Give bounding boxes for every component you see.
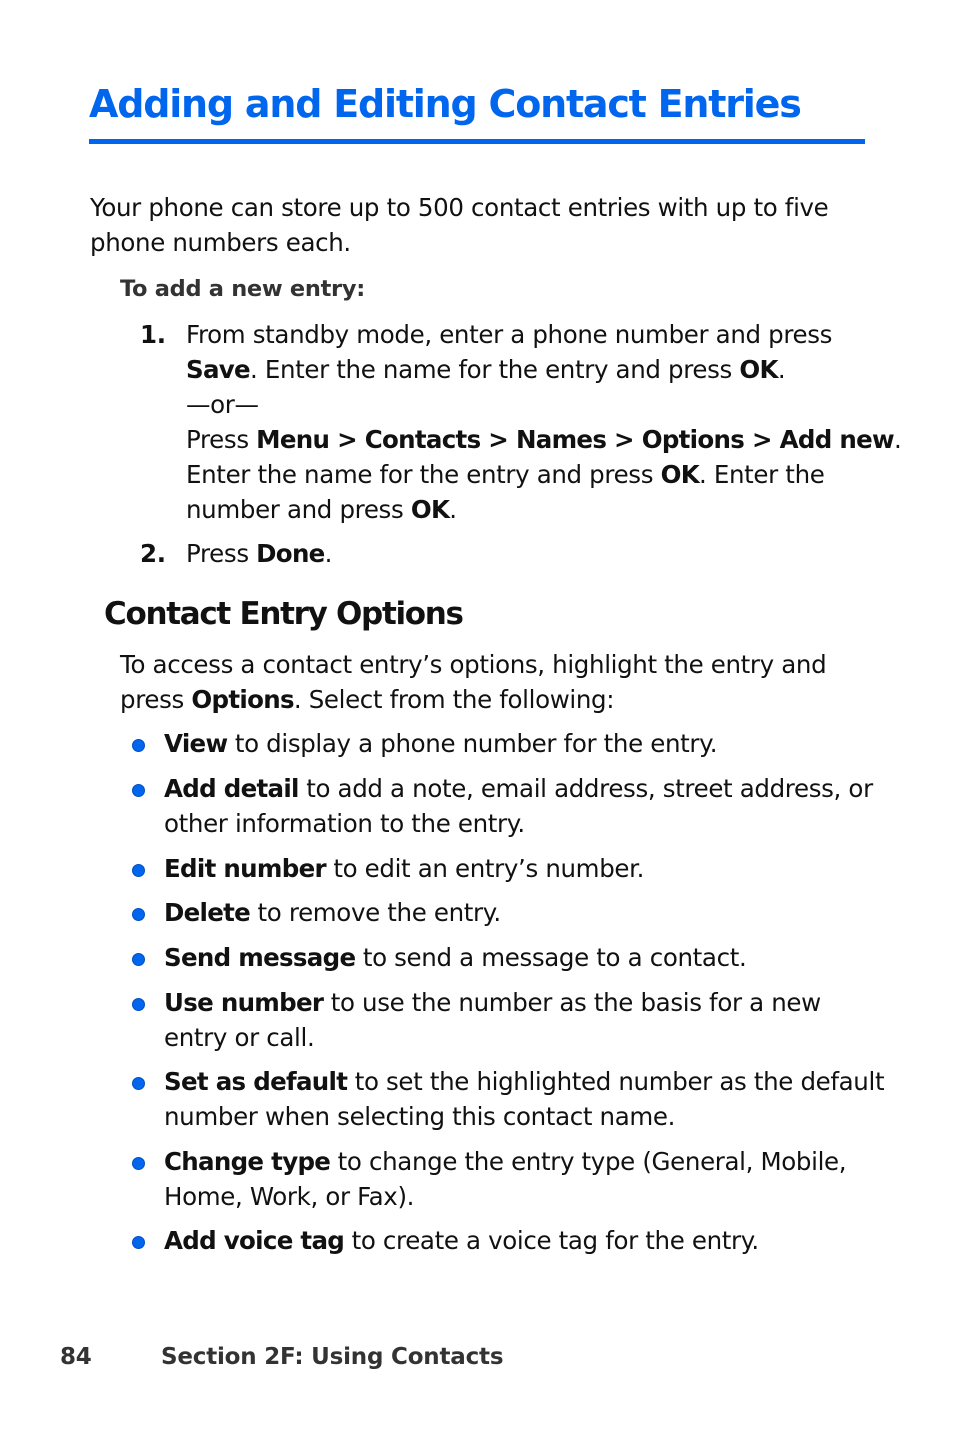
key-ok: OK [410,495,450,524]
intro-paragraph [90,190,850,260]
option-name: Add voice tag [164,1226,345,1255]
option-bullet [132,1223,862,1258]
step-number: 2. [140,539,166,568]
option-name: Send message [164,943,356,972]
option-description: to change the entry type (General, Mobile, [330,1147,847,1176]
option-description: to create a voice tag for the entry. [344,1226,759,1255]
key-options: Options [191,685,294,714]
step-text: Press [186,425,257,454]
bullet-line [164,985,862,1020]
step-text: press [120,685,192,714]
bullet-line: other information to the entry. [164,809,525,838]
step-number: 1. [140,320,166,349]
option-bullet [132,1144,862,1214]
step-1-line [186,352,860,387]
key-ok: OK [660,460,699,489]
options-line-1: To access a contact entry’s options, highlight the entry and [120,650,827,679]
key-save: Save [186,355,250,384]
bullet-line: Home, Work, or Fax). [164,1182,415,1211]
bullet-text [164,1144,862,1214]
title-rule [89,139,865,144]
option-name: Add detail [164,774,299,803]
bullet-dot-icon [132,784,145,797]
bullet-text [164,1064,885,1134]
bullet-text [164,726,862,761]
page-number: 84 [60,1344,92,1370]
option-bullet [132,895,862,930]
bullet-dot-icon [132,1157,145,1170]
option-name: Change type [164,1147,331,1176]
option-name: View [164,729,228,758]
step-text: . Select from the following: [293,685,615,714]
bullet-line [164,1144,862,1179]
step-2 [140,536,860,571]
step-text: . [777,355,786,384]
option-description: to remove the entry. [250,898,501,927]
step-2-line [186,536,860,571]
step-text: Press [186,539,257,568]
bullet-line [164,1223,862,1258]
step-1-line [186,457,860,492]
section-heading: Contact Entry Options [104,596,463,632]
step-1-line [186,492,860,527]
intro-line-2: phone numbers each. [90,228,351,257]
page-title: Adding and Editing Contact Entries [89,82,801,126]
step-text: . Enter the name for the entry and press [249,355,740,384]
bullet-line [164,940,862,975]
step-text: . [893,425,902,454]
option-bullet [132,1064,885,1134]
bullet-text [164,1223,862,1258]
option-description: to add a note, email address, street address, or [298,774,873,803]
bullet-dot-icon [132,998,145,1011]
option-description: to edit an entry’s number. [325,854,645,883]
step-1 [140,317,902,527]
bullet-line: number when selecting this contact name. [164,1102,676,1131]
option-description: to send a message to a contact. [355,943,747,972]
intro-line-1: Your phone can store up to 500 contact entries with up to five [90,193,829,222]
bullet-dot-icon [132,1077,145,1090]
key-done: Done [256,539,325,568]
bullet-text [164,851,862,886]
option-name: Delete [164,898,251,927]
option-name: Use number [164,988,324,1017]
step-text: . Enter the [698,460,825,489]
menu-path: Menu > Contacts > Names > Options > Add new [256,425,894,454]
option-bullet [132,985,862,1055]
or-separator: —or— [186,390,259,419]
step-text: From standby mode, enter a phone number and press [186,320,833,349]
bullet-dot-icon [132,864,145,877]
step-text: . [324,539,333,568]
add-entry-lead: To add a new entry: [120,276,365,302]
option-bullet [132,851,862,886]
option-name: Set as default [164,1067,348,1096]
step-1-line [186,317,860,352]
option-description: to use the number as the basis for a new [323,988,821,1017]
option-description: to display a phone number for the entry. [227,729,718,758]
options-paragraph [120,647,860,717]
option-name: Edit number [164,854,326,883]
bullet-line [164,851,862,886]
step-2-body [186,536,860,571]
option-bullet [132,726,862,761]
step-1-body [186,317,902,527]
bullet-dot-icon [132,953,145,966]
bullet-line [164,726,862,761]
bullet-text [164,771,873,841]
bullet-text [164,940,862,975]
bullet-dot-icon [132,739,145,752]
step-text: . [449,495,457,524]
section-footer: Section 2F: Using Contacts [161,1344,504,1370]
step-1-line [186,422,902,457]
bullet-line [164,895,862,930]
option-bullet [132,940,862,975]
bullet-line [164,1064,885,1099]
bullet-line: entry or call. [164,1023,315,1052]
option-description: to set the highlighted number as the default [347,1067,885,1096]
bullet-line [164,771,873,806]
bullet-text [164,985,862,1055]
step-text: number and press [186,495,411,524]
bullet-text [164,895,862,930]
bullet-dot-icon [132,908,145,921]
key-ok: OK [739,355,778,384]
bullet-dot-icon [132,1236,145,1249]
option-bullet [132,771,873,841]
step-text: Enter the name for the entry and press [186,460,661,489]
